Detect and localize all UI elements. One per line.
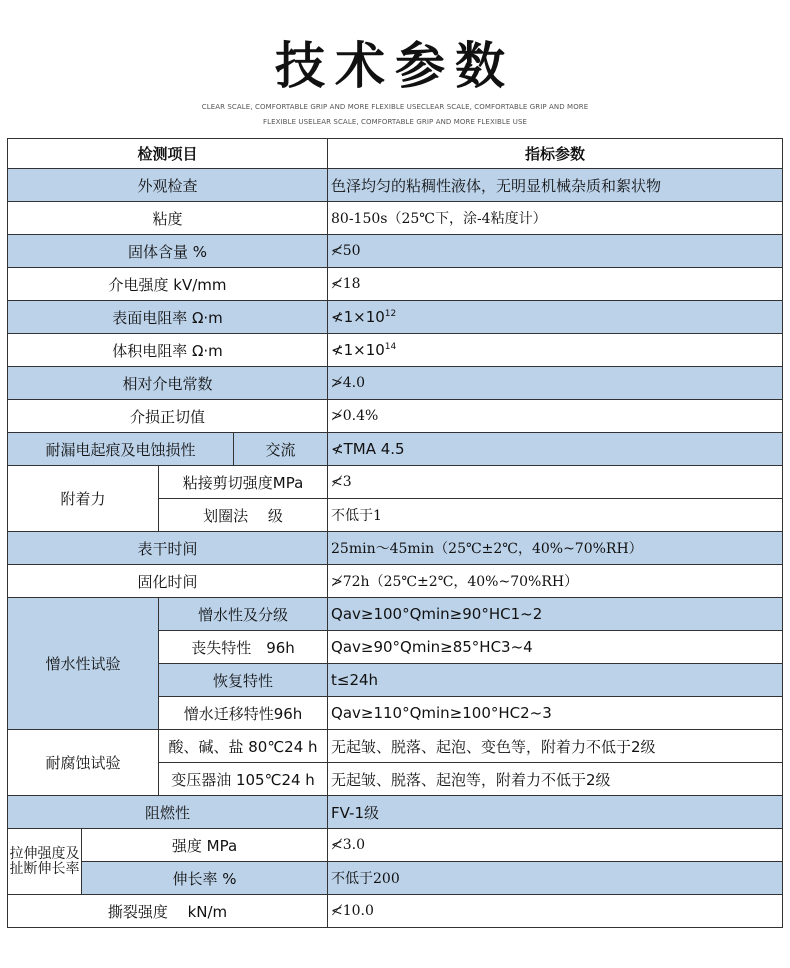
row-value: Qav≥90°Qmin≥85°HC3~4 — [328, 631, 783, 664]
row-label: 粘度 — [8, 202, 328, 235]
table-row — [8, 565, 783, 598]
row-value: t≤24h — [328, 664, 783, 697]
row-sublabel: 粘接剪切强度MPa — [159, 466, 328, 499]
table-row — [8, 301, 783, 334]
header-item: 检测项目 — [8, 139, 328, 169]
group-label: 耐腐蚀试验 — [8, 730, 159, 796]
value-base: ≮1×10 — [331, 341, 385, 359]
table-row — [8, 235, 783, 268]
row-sublabel: 强度 MPa — [82, 829, 328, 862]
row-sublabel: 恢复特性 — [159, 664, 328, 697]
row-label: 撕裂强度 kN/m — [8, 895, 328, 928]
row-label: 外观检查 — [8, 169, 328, 202]
row-sublabel: 划圈法 级 — [159, 499, 328, 532]
table-row — [8, 796, 783, 829]
row-value: 色泽均匀的粘稠性液体，无明显机械杂质和絮状物 — [328, 169, 783, 202]
row-label: 介损正切值 — [8, 400, 328, 433]
row-value: ≮TMA 4.5 — [328, 433, 783, 466]
row-value: ≮50 — [328, 235, 783, 268]
table-row — [8, 466, 783, 499]
row-sublabel: 交流 — [234, 433, 328, 466]
row-label: 相对介电常数 — [8, 367, 328, 400]
page-title: 技术参数 — [275, 36, 515, 95]
row-sublabel: 酸、碱、盐 80℃24 h — [159, 730, 328, 763]
table-row — [8, 268, 783, 301]
row-label: 固体含量 % — [8, 235, 328, 268]
table-row — [8, 598, 783, 631]
row-value: 80-150s（25℃下，涂-4粘度计） — [328, 202, 783, 235]
spec-table — [7, 138, 783, 928]
row-value: ≮3.0 — [328, 829, 783, 862]
row-sublabel: 伸长率 % — [82, 862, 328, 895]
table-row — [8, 862, 783, 895]
row-value: ≮3 — [328, 466, 783, 499]
table-row — [8, 169, 783, 202]
group-label: 附着力 — [8, 466, 159, 532]
subtitle-line-2: FLEXIBLE USELEAR SCALE, COMFORTABLE GRIP AND MORE FLEXIBLE USE — [262, 118, 528, 126]
table-row — [8, 532, 783, 565]
row-value: 不低于200 — [328, 862, 783, 895]
row-sublabel: 丧失特性 96h — [159, 631, 328, 664]
row-value: ≯4.0 — [328, 367, 783, 400]
row-sublabel: 憎水性及分级 — [159, 598, 328, 631]
table-row — [8, 829, 783, 862]
row-value: 不低于1 — [328, 499, 783, 532]
row-label: 耐漏电起痕及电蚀损性 — [8, 433, 234, 466]
row-value: 25min～45min（25℃±2℃，40%~70%RH） — [328, 532, 783, 565]
table-header-row — [8, 139, 783, 169]
row-value: 无起皱、脱落、起泡、变色等，附着力不低于2级 — [328, 730, 783, 763]
value-exponent: 12 — [384, 309, 397, 319]
row-label: 体积电阻率 Ω·m — [8, 334, 328, 367]
row-value: ≯72h（25℃±2℃，40%~70%RH） — [328, 565, 783, 598]
row-label: 介电强度 kV/mm — [8, 268, 328, 301]
row-value — [328, 301, 783, 334]
table-row — [8, 334, 783, 367]
row-value: ≯0.4% — [328, 400, 783, 433]
table-row — [8, 400, 783, 433]
row-label: 表干时间 — [8, 532, 328, 565]
header-param: 指标参数 — [328, 139, 783, 169]
row-value: Qav≥110°Qmin≥100°HC2~3 — [328, 697, 783, 730]
row-value: ≮10.0 — [328, 895, 783, 928]
row-value — [328, 334, 783, 367]
subtitle-line-1: CLEAR SCALE, COMFORTABLE GRIP AND MORE FLEXIBLE USECLEAR SCALE, COMFORTABLE GRIP AND MORE — [201, 103, 589, 111]
group-label: 拉伸强度及扯断伸长率 — [8, 829, 82, 895]
group-label: 憎水性试验 — [8, 598, 159, 730]
table-row — [8, 202, 783, 235]
row-value: 无起皱、脱落、起泡等，附着力不低于2级 — [328, 763, 783, 796]
row-label: 阻燃性 — [8, 796, 328, 829]
table-row — [8, 367, 783, 400]
value-base: ≮1×10 — [331, 308, 385, 326]
row-label: 固化时间 — [8, 565, 328, 598]
table-row — [8, 895, 783, 928]
row-value: FV-1级 — [328, 796, 783, 829]
table-row — [8, 730, 783, 763]
row-sublabel: 变压器油 105℃24 h — [159, 763, 328, 796]
table-row — [8, 433, 783, 466]
row-value: ≮18 — [328, 268, 783, 301]
row-label: 表面电阻率 Ω·m — [8, 301, 328, 334]
row-sublabel: 憎水迁移特性96h — [159, 697, 328, 730]
row-value: Qav≥100°Qmin≥90°HC1~2 — [328, 598, 783, 631]
value-exponent: 14 — [384, 342, 397, 352]
